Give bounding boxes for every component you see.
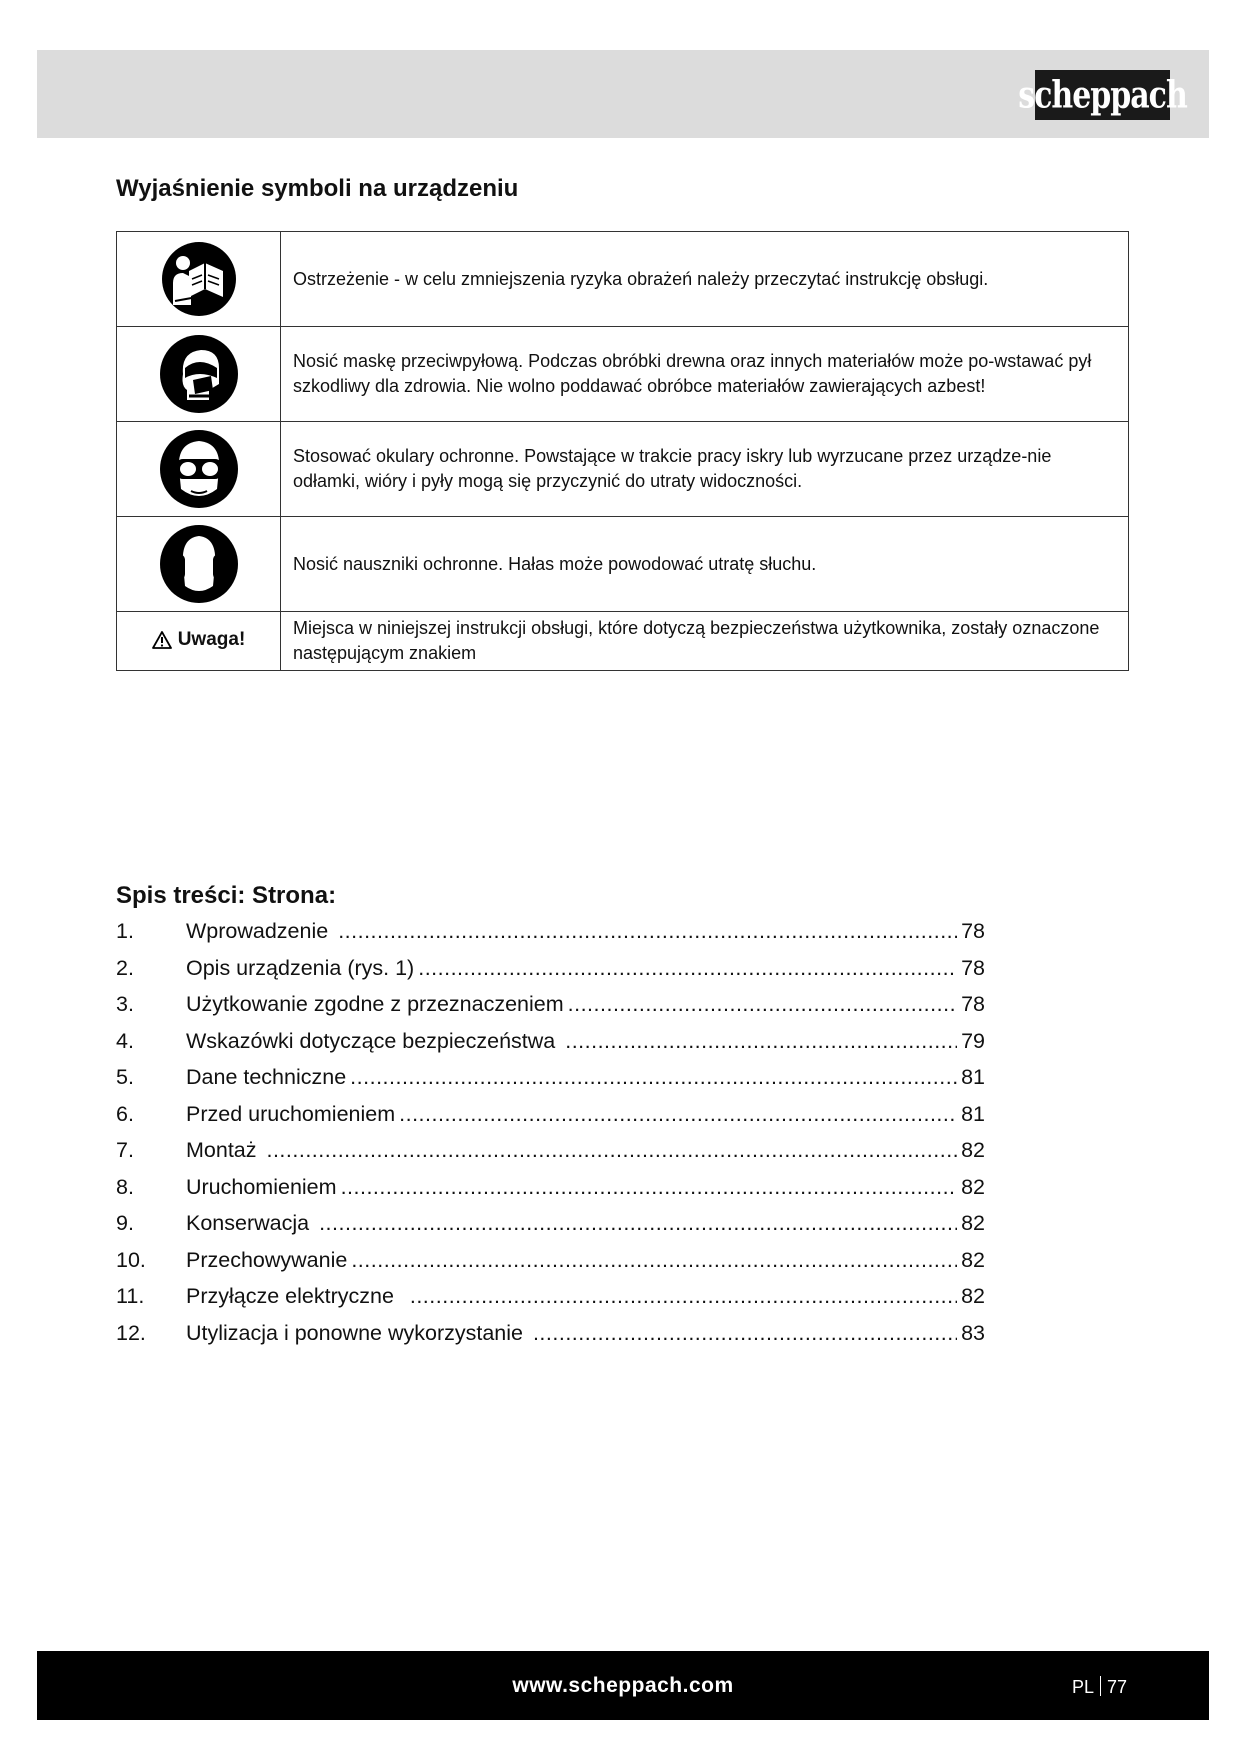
toc-label: Przed uruchomieniem [186, 1101, 396, 1126]
toc-label: Montaż [186, 1138, 263, 1162]
toc-label: Dane techniczne [186, 1065, 347, 1089]
toc-entry[interactable] [116, 956, 985, 993]
toc-label: Utylizacja i ponowne wykorzystanie [186, 1320, 529, 1345]
toc-leader [350, 1065, 957, 1090]
toc-leader [266, 1138, 957, 1163]
toc-number: 7. [116, 1138, 134, 1162]
toc-entry[interactable] [116, 1138, 985, 1175]
safety-goggles-icon [159, 429, 239, 509]
toc-page: 82 [961, 1211, 985, 1235]
toc-entry[interactable] [116, 1175, 985, 1212]
ear-protection-icon [159, 524, 239, 604]
toc-entry[interactable] [116, 1029, 985, 1066]
toc-entry[interactable] [116, 919, 985, 956]
toc-leader [533, 1321, 957, 1346]
symbol-description: Nosić nauszniki ochronne. Hałas może powodować utratę słuchu. [281, 517, 1129, 612]
toc-label: Uruchomieniem [186, 1174, 337, 1199]
toc-number: 4. [116, 1028, 134, 1053]
read-manual-icon [161, 241, 237, 317]
toc-entry[interactable] [116, 1321, 985, 1358]
page-indicator [1072, 1676, 1127, 1698]
symbol-row [117, 422, 1129, 517]
toc-number: 2. [116, 955, 134, 980]
toc-leader [568, 992, 957, 1017]
scheppach-logo: scheppach [1035, 70, 1170, 120]
toc-page: 82 [961, 1284, 985, 1308]
toc-entry[interactable] [116, 1065, 985, 1102]
toc-page: 82 [961, 1138, 985, 1162]
toc-page: 82 [961, 1174, 985, 1199]
toc-label: Wprowadzenie [186, 919, 335, 943]
toc-leader [319, 1211, 957, 1236]
toc-number: 12. [116, 1320, 146, 1345]
symbol-description: Ostrzeżenie - w celu zmniejszenia ryzyka obrażeń należy przeczytać instrukcję obsługi. [281, 232, 1129, 327]
toc-page: 81 [961, 1065, 985, 1089]
toc-number: 10. [116, 1247, 146, 1272]
toc-label: Użytkowanie zgodne z przeznaczeniem [186, 992, 564, 1016]
toc-page: 78 [961, 992, 985, 1016]
toc-page: 83 [961, 1320, 985, 1345]
toc-leader [399, 1102, 957, 1127]
toc-label: Konserwacja [186, 1211, 316, 1235]
toc-number: 9. [116, 1211, 134, 1235]
warning-description: Miejsca w niniejszej instrukcji obsługi, które dotyczą bezpieczeństwa użytkownika, zostały oznaczone następującym znakiem [281, 612, 1129, 671]
toc-leader [565, 1029, 957, 1054]
toc-label: Wskazówki dotyczące bezpieczeństwa [186, 1028, 562, 1053]
toc-number: 6. [116, 1101, 134, 1126]
toc-number: 11. [116, 1284, 145, 1308]
symbols-title: Wyjaśnienie symboli na urządzeniu [116, 175, 519, 202]
toc-number: 3. [116, 992, 134, 1016]
toc-label: Opis urządzenia (rys. 1) [186, 955, 415, 980]
symbol-row [117, 327, 1129, 422]
toc-entry[interactable] [116, 1102, 985, 1139]
symbol-description: Stosować okulary ochronne. Powstające w trakcie pracy iskry lub wyrzucane przez urządze-nie odłamki, wióry i pyły mogą się przyczynić do utraty widoczności. [281, 422, 1129, 517]
toc-label: Przyłącze elektryczne [186, 1284, 406, 1308]
warning-triangle-icon [152, 631, 172, 649]
toc-entry[interactable] [116, 1248, 985, 1285]
language-code: PL [1071, 1677, 1094, 1697]
toc-page: 79 [961, 1028, 985, 1053]
toc-page: 82 [961, 1247, 985, 1272]
page-separator [1100, 1676, 1101, 1696]
toc-number: 1. [116, 919, 134, 943]
toc-leader [410, 1284, 957, 1309]
toc-entry[interactable] [116, 1211, 985, 1248]
dust-mask-icon [159, 334, 239, 414]
toc-entry[interactable] [116, 1284, 985, 1321]
toc-page: 78 [961, 919, 985, 943]
toc-leader [338, 919, 957, 944]
page-number: 77 [1106, 1677, 1127, 1697]
table-of-contents [116, 919, 985, 1357]
symbols-table [116, 231, 1129, 671]
toc-page: 81 [961, 1101, 985, 1126]
warning-row [117, 612, 1129, 671]
warning-label: Uwaga! [177, 628, 246, 650]
footer-band [37, 1651, 1209, 1720]
footer-url[interactable]: www.scheppach.com [512, 1674, 734, 1697]
symbol-row [117, 517, 1129, 612]
symbol-row [117, 232, 1129, 327]
toc-leader [341, 1175, 958, 1200]
toc-leader [418, 956, 957, 981]
toc-title: Spis treści: Strona: [116, 882, 337, 909]
toc-number: 8. [116, 1174, 134, 1199]
toc-leader [351, 1248, 957, 1273]
toc-page: 78 [961, 955, 985, 980]
toc-entry[interactable] [116, 992, 985, 1029]
symbol-description: Nosić maskę przeciwpyłową. Podczas obróbki drewna oraz innych materiałów może po-wstawać pył szkodliwy dla zdrowia. Nie wolno poddawać obróbce materiałów zawierających azbest! [281, 327, 1129, 422]
toc-label: Przechowywanie [186, 1247, 348, 1272]
toc-number: 5. [116, 1065, 134, 1089]
